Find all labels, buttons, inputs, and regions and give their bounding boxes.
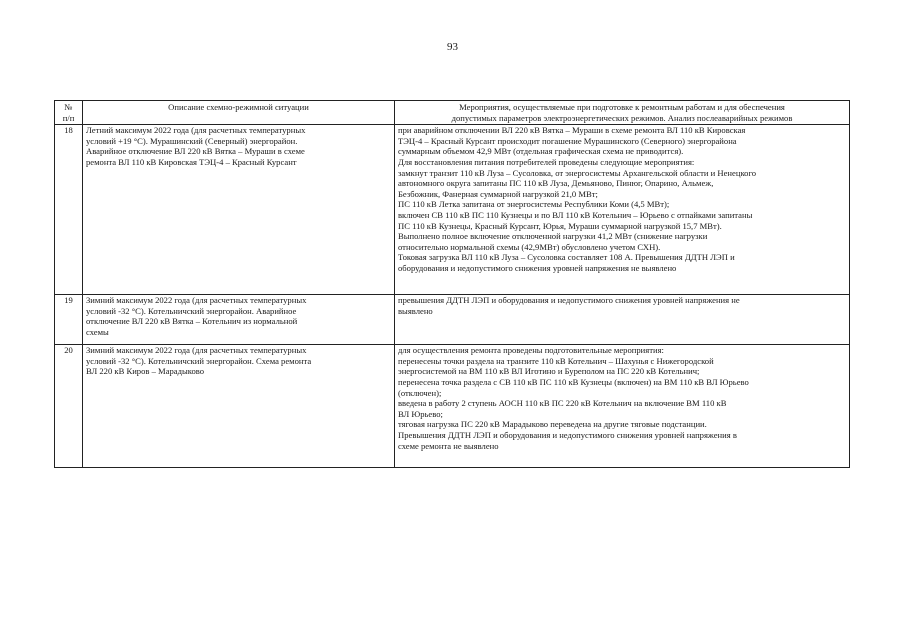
row-measures: при аварийном отключении ВЛ 220 кВ Вятка – Мураши в схеме ремонта ВЛ 110 кВ Кировская ТЭЦ-4 – Красный Курсант происходит погашение Мурашинского (Северного) энергорайона суммарным объемом 42,9 МВт (отдельная графическая схема не приводится). Для восстановления питания потребителей проведены следующие мероприятия: замкнут транзит 110 кВ Луза – Сусоловка, от энергосистемы Архангельской области и Ненецкого автономного округа запитаны ПС 110 кВ Луза, Демьяново, Пинюг, Опарино, Альмеж, Безбожник, Фанерная суммарной нагрузкой 21,0 МВт; ПС 110 кВ Летка запитана от энергосистемы Республики Коми (4,5 МВт); включен СВ 110 кВ ПС 110 Кузнецы и по ВЛ 110 кВ Котельнич – Юрьево с отпайками запитаны ПС 110 кВ Кузнецы, Красный Курсант, Юрья, Мураши суммарной нагрузкой 15,7 МВт). Выполнено полное включение отключенной нагрузки 41,2 МВт (снижение нагрузки относительно нормальной схемы (42,9МВт) обусловлено учетом СХН). Токовая загрузка ВЛ 110 кВ Луза – Сусоловка составляет 108 А. Превышения ДДТН ЛЭП и оборудования и недопустимого снижения уровней напряжения не выявлено — [395, 125, 850, 295]
row-description: Зимний максимум 2022 года (для расчетных температурных условий -32 °С). Котельничский энергорайон. Аварийное отключение ВЛ 220 кВ Вятка – Котельнич из нормальной схемы — [83, 295, 395, 345]
row-number: 20 — [55, 345, 83, 468]
row-number: 18 — [55, 125, 83, 295]
header-num: № п/п — [55, 101, 83, 125]
page-number: 93 — [447, 41, 458, 53]
row-measures: для осуществления ремонта проведены подготовительные мероприятия: перенесены точки раздела на транзите 110 кВ Котельнич – Шахунья с Нижегородской энергосистемой на ВМ 110 кВ ВЛ Иготино и Буреполом на ПС 220 кВ Котельнич; перенесена точка раздела с СВ 110 кВ ПС 110 кВ Кузнецы (включен) на ВМ 110 кВ ВЛ Юрьево (отключен); введена в работу 2 ступень АОСН 110 кВ ПС 220 кВ Котельнич на включение ВМ 110 кВ ВЛ Юрьево; тяговая нагрузка ПС 220 кВ Марадыково переведена на другие тяговые подстанции. Превышения ДДТН ЛЭП и оборудования и недопустимого снижения уровней напряжения в схеме ремонта не выявлено — [395, 345, 850, 468]
header-description: Описание схемно-режимной ситуации — [83, 101, 395, 125]
row-description: Зимний максимум 2022 года (для расчетных температурных условий -32 °С). Котельничский энергорайон. Схема ремонта ВЛ 220 кВ Киров – Марадыково — [83, 345, 395, 468]
row-measures: превышения ДДТН ЛЭП и оборудования и недопустимого снижения уровней напряжения не выявлено — [395, 295, 850, 345]
table-row — [55, 295, 850, 345]
situations-table — [54, 100, 850, 468]
table-row — [55, 345, 850, 468]
row-number: 19 — [55, 295, 83, 345]
row-description: Летний максимум 2022 года (для расчетных температурных условий +19 °С). Мурашинский (Северный) энергорайон. Аварийное отключение ВЛ 220 кВ Вятка – Мураши в схеме ремонта ВЛ 110 кВ Кировская ТЭЦ-4 – Красный Курсант — [83, 125, 395, 295]
header-measures: Мероприятия, осуществляемые при подготовке к ремонтным работам и для обеспечения допустимых параметров электроэнергетических режимов. Анализ послеаварийных режимов — [395, 101, 850, 125]
table-row — [55, 125, 850, 295]
table-header-row — [55, 101, 850, 125]
